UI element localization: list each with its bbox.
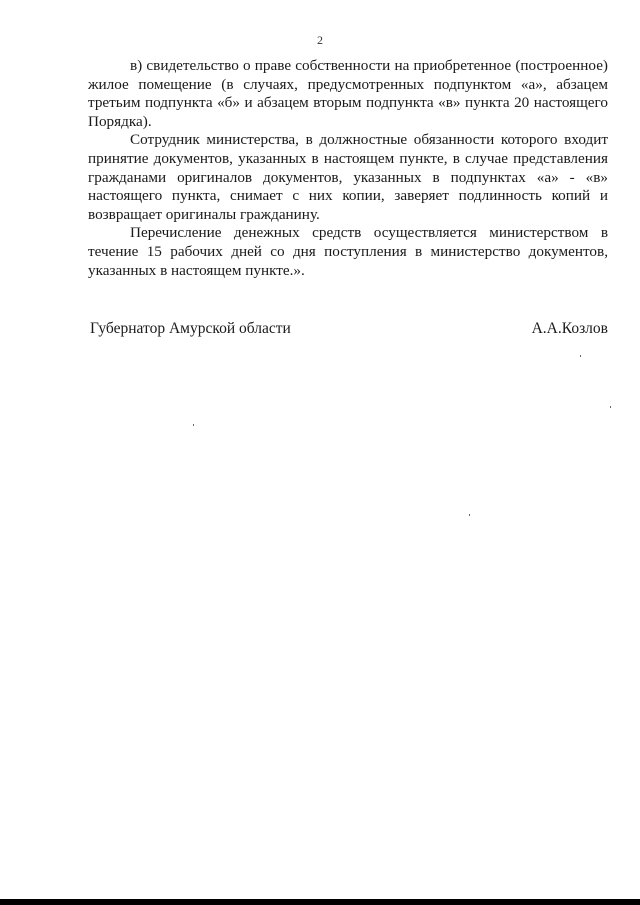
signature-block [90,320,608,338]
paragraph-funds-transfer: Перечисление денежных средств осуществляется министерством в течение 15 рабочих дней со дня поступления в министерство документов, указанных в настоящем пункте.». [88,224,608,279]
paragraph-certificate: в) свидетельство о праве собственности на приобретенное (построенное) жилое помещение (в случаях, предусмотренных подпунктом «а», абзацем третьим подпункта «б» и абзацем вторым подпункта «в» пункта 20 настоящего Порядка). [88,57,608,130]
signatory-position: Губернатор Амурской области [90,320,291,337]
signatory-name: А.А.Козлов [531,320,608,337]
scan-speck [610,406,611,408]
scan-speck [469,514,470,516]
page-number: 2 [317,33,323,47]
paragraph-employee-duties: Сотрудник министерства, в должностные обязанности которого входит принятие документов, указанных в настоящем пункте, в случае представления гражданами оригиналов документов, указанных в подпунктах «а» - «в» настоящего пункта, снимает с них копии, заверяет подлинность копий и возвращает оригиналы гражданину. [88,131,608,223]
scan-speck [193,424,194,426]
scan-speck [580,355,581,357]
scan-bottom-edge [0,899,640,905]
document-body [88,57,608,280]
